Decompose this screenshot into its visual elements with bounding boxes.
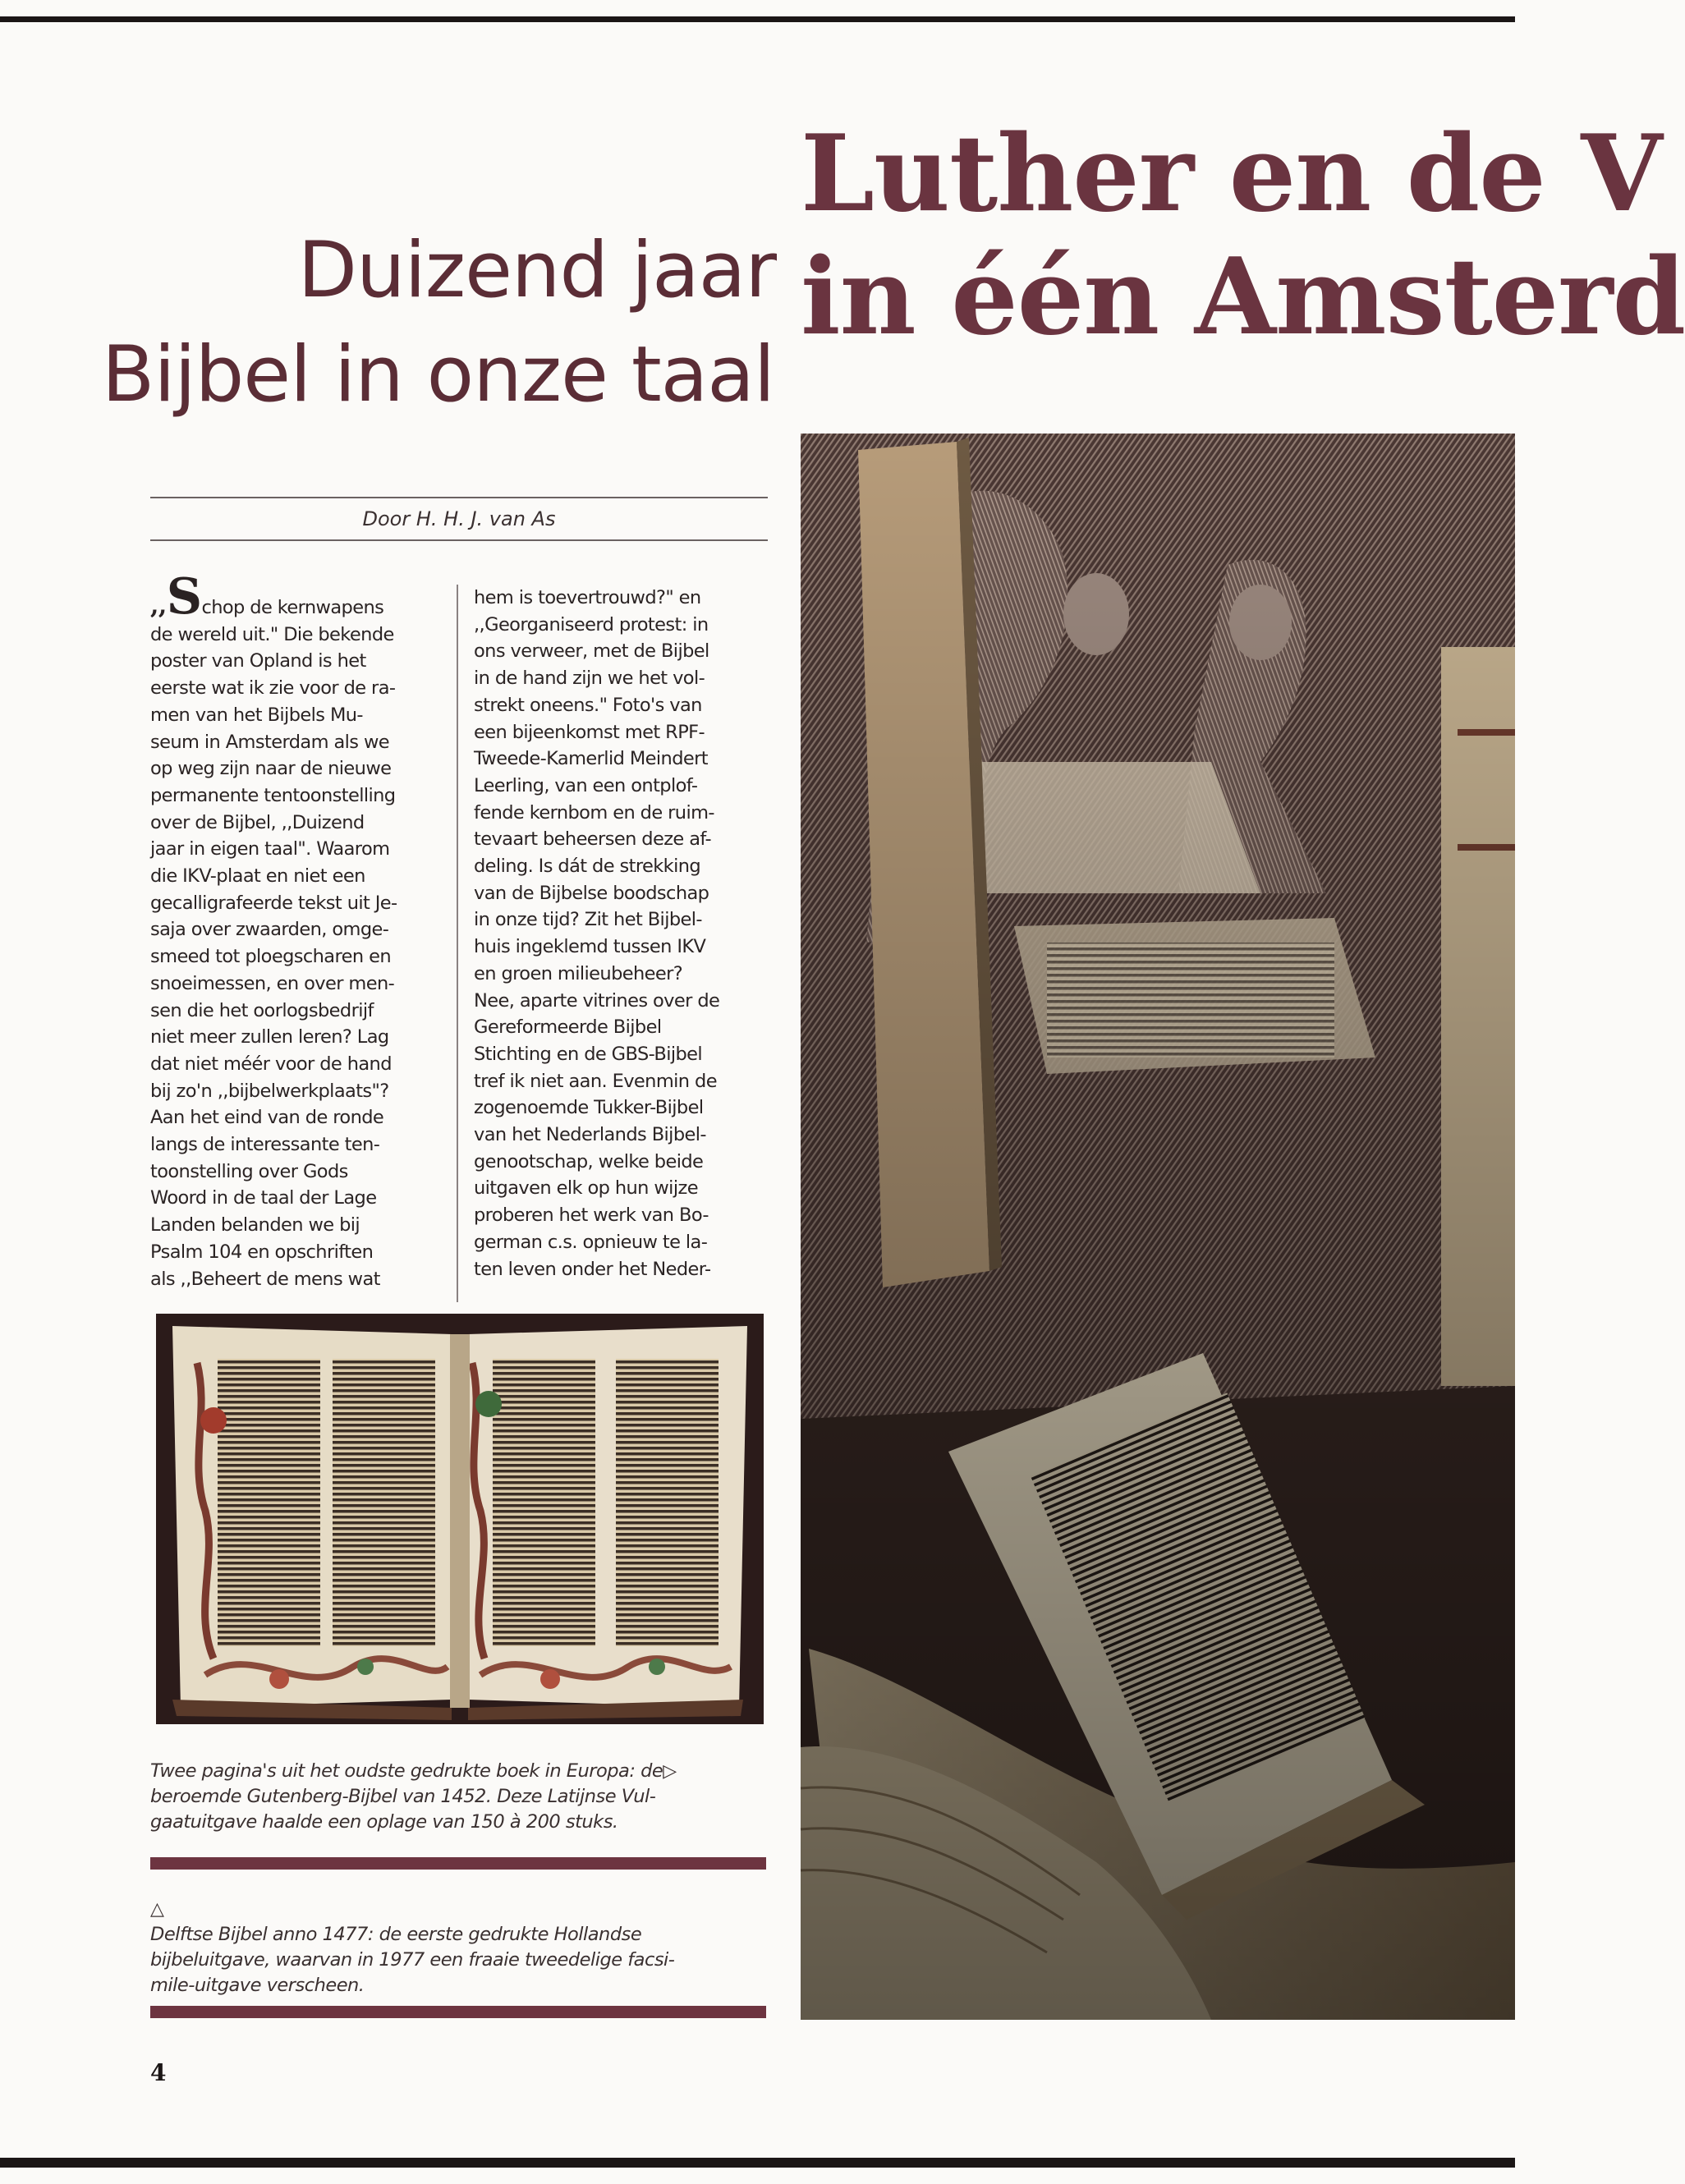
text-line: jaar in eigen taal". Waarom — [150, 838, 390, 860]
text-line: Tweede-Kamerlid Meindert — [474, 748, 709, 770]
text-line: huis ingeklemd tussen IKV — [474, 936, 706, 958]
text-line: ,,Georganiseerd protest: in — [474, 613, 709, 635]
text-line: snoeimessen, en over men- — [150, 972, 395, 994]
text-line: over de Bijbel, ,,Duizend — [150, 811, 365, 833]
text-line: een bijeenkomst met RPF- — [474, 721, 705, 743]
text-line: Psalm 104 en opschriften — [150, 1241, 374, 1263]
caption-divider-bar — [150, 1857, 766, 1870]
headline-line-1: Luther en de V — [801, 112, 1662, 236]
top-rule — [0, 16, 1515, 22]
text-line: permanente tentoonstelling — [150, 784, 396, 806]
text-line: Landen belanden we bij — [150, 1214, 360, 1237]
text-line: de wereld uit." Die bekende — [150, 623, 394, 645]
text-line: men van het Bijbels Mu- — [150, 704, 363, 726]
text-line: Nee, aparte vitrines over de — [474, 989, 720, 1012]
text-line: ons verweer, met de Bijbel — [474, 640, 709, 663]
caption-line: beroemde Gutenberg-Bijbel van 1452. Deze Latijnse Vul- — [150, 1786, 656, 1807]
text-line: toonstelling over Gods — [150, 1160, 348, 1182]
gutenberg-bible-photo — [156, 1314, 764, 1724]
text-line: Gereformeerde Bijbel — [474, 1016, 662, 1039]
text-line: gecalligrafeerde tekst uit Je- — [150, 892, 397, 914]
delft-caption — [150, 1897, 774, 1998]
text-line: van de Bijbelse boodschap — [474, 882, 709, 904]
text-line: op weg zijn naar de nieuwe — [150, 758, 392, 780]
text-line: in de hand zijn we het vol- — [474, 668, 705, 690]
first-line — [150, 568, 442, 626]
article-title-line-1: Duizend jaar — [297, 226, 776, 315]
text-line: langs de interessante ten- — [150, 1134, 380, 1156]
text-line: zogenoemde Tukker-Bijbel — [474, 1097, 704, 1119]
text-line: in onze tijd? Zit het Bijbel- — [474, 909, 702, 931]
text-line: seum in Amsterdam als we — [150, 731, 390, 753]
caption-line: bijbeluitgave, waarvan in 1977 een fraaie tweedelige facsi- — [150, 1949, 675, 1971]
caption-text: Twee pagina's uit het oudste gedrukte boek in Europa: de — [150, 1760, 663, 1782]
text-line: die IKV-plaat en niet een — [150, 865, 365, 888]
delft-bible-illustration — [801, 434, 1515, 2020]
text-line: strekt oneens." Foto's van — [474, 694, 702, 716]
text-line: chop de kernwapens — [201, 597, 384, 618]
text-line: deling. Is dát de strekking — [474, 856, 701, 878]
text-line: bij zo'n ,,bijbelwerkplaats"? — [150, 1080, 389, 1102]
text-line: eerste wat ik zie voor de ra- — [150, 677, 396, 700]
caption-divider-bar — [150, 2006, 766, 2018]
arrow-up-icon: △ — [150, 1899, 164, 1920]
gutenberg-caption — [150, 1759, 774, 1835]
text-line: tevaart beheersen deze af- — [474, 828, 712, 851]
text-line: Leerling, van een ontplof- — [474, 774, 698, 796]
text-line: Aan het eind van de ronde — [150, 1107, 384, 1129]
text-line: german c.s. opnieuw te la- — [474, 1231, 708, 1253]
text-line: sen die het oorlogsbedrijf — [150, 999, 374, 1021]
bottom-rule — [0, 2158, 1515, 2168]
text-line: tref ik niet aan. Evenmin de — [474, 1070, 717, 1092]
article-title-line-2: Bijbel in onze taal — [101, 330, 774, 420]
column-divider — [457, 585, 458, 1302]
text-line: Stichting en de GBS-Bijbel — [474, 1043, 703, 1065]
caption-line: mile-uitgave verscheen. — [150, 1975, 365, 1996]
arrow-right-icon: ▷ — [663, 1761, 677, 1782]
text-line: genootschap, welke beide — [474, 1150, 704, 1172]
text-line: uitgaven elk op hun wijze — [474, 1177, 698, 1200]
dropcap: S — [166, 568, 202, 626]
headline-line-2: in één Amsterd — [801, 236, 1685, 359]
text-line: smeed tot ploegscharen en — [150, 946, 392, 968]
text-line: ten leven onder het Neder- — [474, 1258, 711, 1280]
text-line: als ,,Beheert de mens wat — [150, 1268, 380, 1290]
caption-line: gaatuitgave haalde een oplage van 150 à 200 stuks. — [150, 1811, 618, 1833]
article-column-2 — [474, 585, 765, 1299]
text-line: saja over zwaarden, omge- — [150, 919, 389, 941]
text-line: poster van Opland is het — [150, 650, 366, 672]
text-line: van het Nederlands Bijbel- — [474, 1124, 706, 1146]
text-line: Woord in de taal der Lage — [150, 1187, 377, 1209]
gutenberg-bible-illustration — [156, 1314, 764, 1724]
text-line: hem is toevertrouwd?" en — [474, 587, 701, 608]
caption-line: Delftse Bijbel anno 1477: de eerste gedrukte Hollandse — [150, 1924, 642, 1945]
text-line: niet meer zullen leren? Lag — [150, 1026, 389, 1048]
text-line: fende kernbom en de ruim- — [474, 801, 714, 824]
text-line: proberen het werk van Bo- — [474, 1204, 709, 1227]
article-column-1 — [150, 568, 442, 1299]
delft-bible-photo — [801, 434, 1515, 2020]
dropcap-quote: ,, — [150, 591, 167, 620]
page-number: 4 — [150, 2059, 167, 2086]
byline: Door H. H. J. van As — [150, 497, 768, 541]
caption-line-1 — [150, 1759, 774, 1784]
text-line: dat niet méér voor de hand — [150, 1053, 392, 1075]
text-line: en groen milieubeheer? — [474, 962, 683, 984]
